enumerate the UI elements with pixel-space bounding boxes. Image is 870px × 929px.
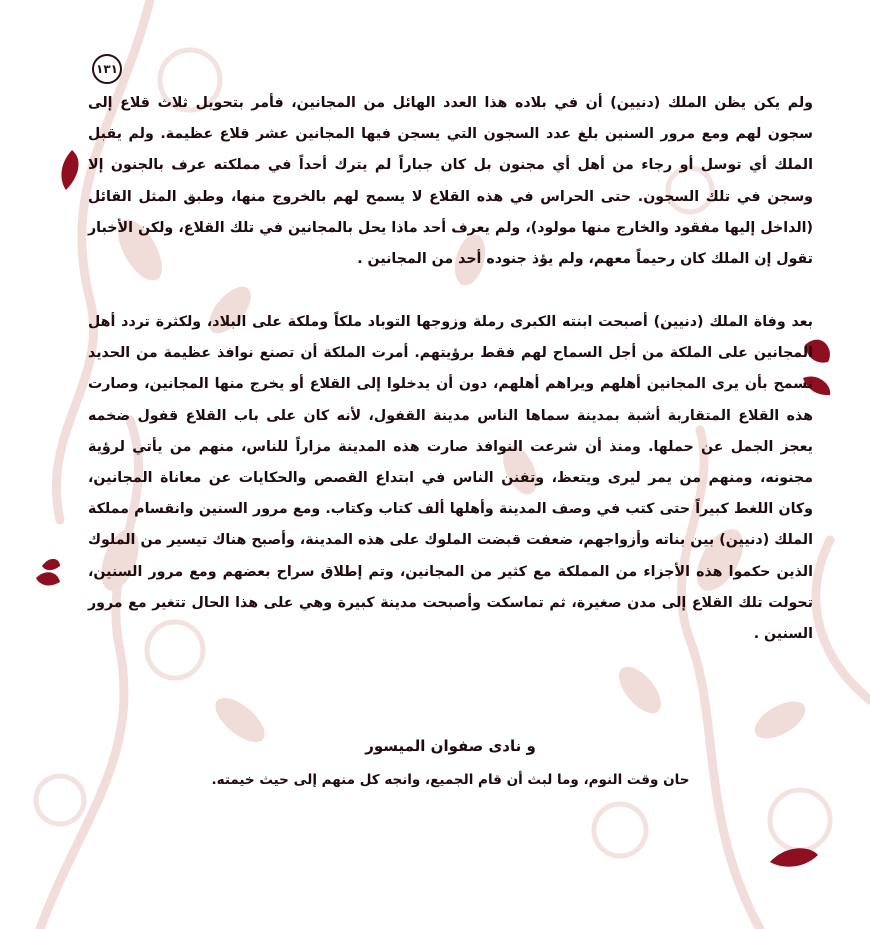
body-paragraph: بعد وفاة الملك (دنيين) أصبحت ابنته الكبرى رملة وزوجها التوباد ملكاً وملكة على البلاد، ولكثرة تردد أهل المجانين على الملكة من أجل السماح لهم فقط برؤيتهم. أمرت الملكة أن تصنع نوافذ عظيمة من الحديد تسمح بأن يرى المجانين أهلهم ويراهم أهلهم، دون أن يدخلوا إلى القلاع أو يخرج منها المجانين، وصارت هذه القلاع المتقاربة أشبة بمدينة سماها الناس مدينة القفول، لأنه كان على باب القلاع قفول ضخمه يعجز الجمل عن حملها. ومنذ أن شرعت النوافذ صارت هذه المدينة مزاراً للناس، منهم من يأتي لرؤية مجنونه، ومنهم من يمر ليرى ويتعظ، وتفنن الناس في ابتداع القصص والحكايات عن معاناة المجانين، وكان اللغط كبيراً حتى كتب في وصف المدينة وأهلها ألف كتاب وكتاب. ومع مرور السنين وانقسام مملكة الملك (دنيين) بين بناته وأزواجهم، ضعفت قبضت الملوك على هذه المدينة، وأصبح هناك تيسير من الملوك الذين حكموا هذه الأجزاء من المملكة مع كثير من المجانين، وتم إطلاق سراح بعضهم ومع مرور السنين، تحولت تلك القلاع إلى مدن صغيرة، ثم تماسكت وأصبحت مدينة كبيرة وهي على هذا الحال تتغير مع مرور السنين . — [88, 314, 813, 643]
page-number: ١٣١ — [92, 54, 122, 84]
quote-line: حان وقت النوم، وما لبث أن قام الجميع، وانجه كل منهم إلى حيث خيمته. — [211, 772, 690, 788]
red-leaf-icon — [61, 150, 78, 190]
dialogue-block — [88, 732, 813, 794]
red-leaf-icon — [36, 572, 60, 585]
red-leaf-icon — [770, 848, 818, 867]
body-paragraph: ولم يكن يظن الملك (دنيين) أن في بلاده هذا العدد الهائل من المجانين، فأمر بتحويل ثلاث قلاع إلى سجون لهم ومع مرور السنين بلغ عدد السجون التي يسجن فيها المجانين عشر قلاع عظيمة. ولم يقبل الملك أي توسل أو رجاء من أهل أي مجنون بل كان جباراً لم يترك أحداً في مملكته عرف بالجنون إلا وسجن في تلك السجون. حتى الحراس في هذه القلاع لا يسمح لهم بالخروج منها، وطبق المثل القائل (الداخل إليها مفقود والخارج منها مولود)، ولم يعرف أحد ماذا يحل بالمجانين في تلك القلاع، ولكن الأخبار تقول إن الملك كان رحيماً معهم، ولم يؤذ جنوده أحد من المجانين . — [88, 95, 813, 268]
speaker-line: و نادى صفوان الميسور — [365, 737, 536, 755]
red-leaf-icon — [42, 559, 60, 570]
